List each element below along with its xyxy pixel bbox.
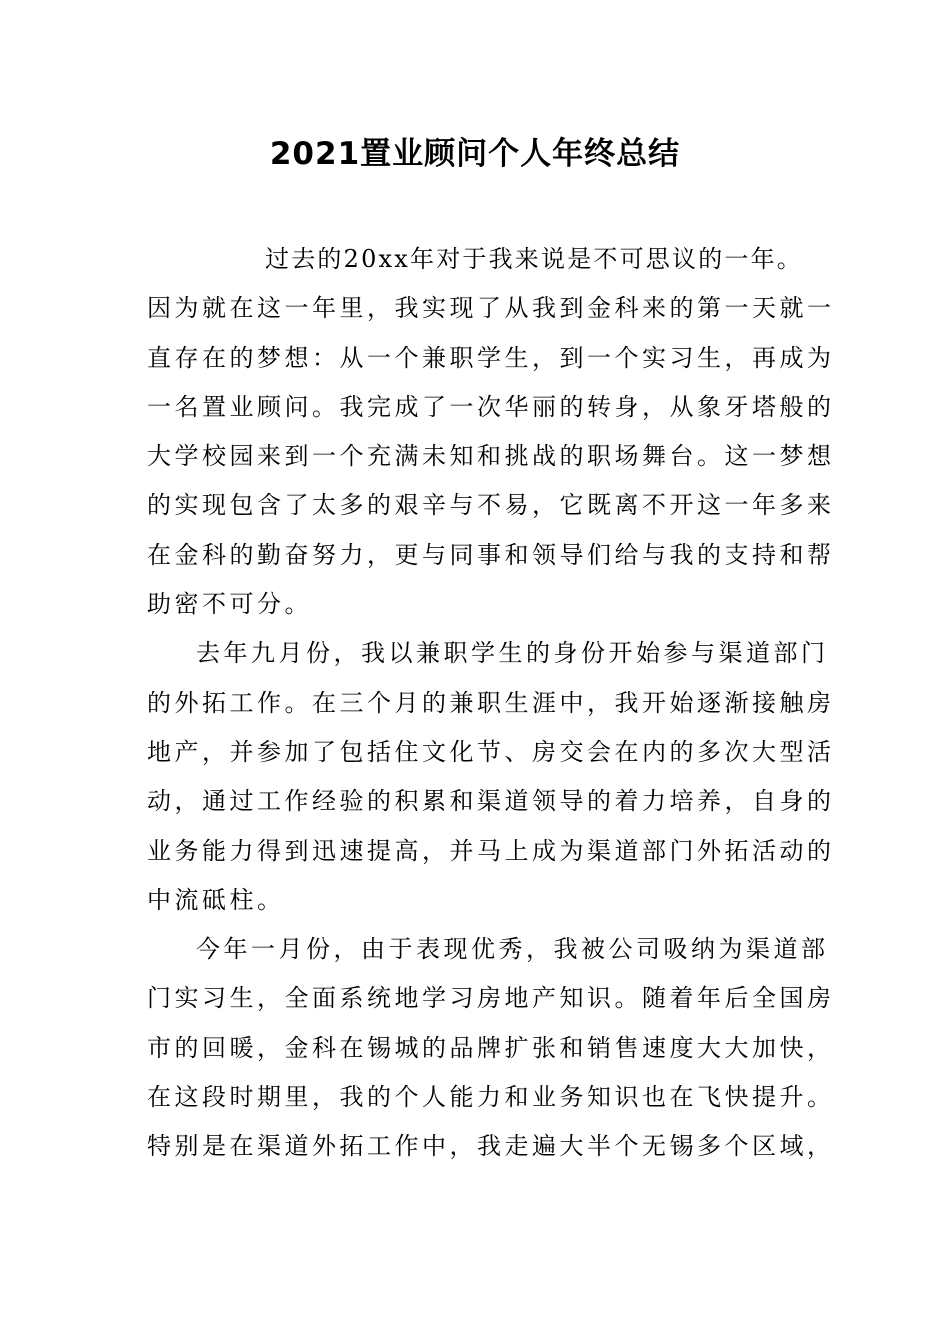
paragraph-1-line-1: 过去的20xx年对于我来说是不可思议的一年。 [265, 245, 804, 273]
paragraph-2-line-5: 业务能力得到迅速提高，并马上成为渠道部门外拓活动的 [147, 836, 835, 865]
paragraph-2-line-6: 中流砥柱。 [147, 885, 285, 914]
paragraph-1-line-6: 的实现包含了太多的艰辛与不易，它既离不开这一年多来 [147, 491, 835, 520]
paragraph-3-line-2: 门实习生，全面系统地学习房地产知识。随着年后全国房 [147, 984, 835, 1013]
paragraph-1-line-7: 在金科的勤奋努力，更与同事和领导们给与我的支持和帮 [147, 540, 835, 569]
paragraph-1-line-5: 大学校园来到一个充满未知和挑战的职场舞台。这一梦想 [147, 442, 835, 471]
paragraph-3-line-1: 今年一月份，由于表现优秀，我被公司吸纳为渠道部 [196, 935, 829, 964]
paragraph-2-line-1: 去年九月份，我以兼职学生的身份开始参与渠道部门 [196, 639, 829, 668]
paragraph-3-line-3: 市的回暖，金科在锡城的品牌扩张和销售速度大大加快， [147, 1033, 835, 1062]
paragraph-2-line-3: 地产，并参加了包括住文化节、房交会在内的多次大型活 [147, 737, 835, 766]
paragraph-3-line-5: 特别是在渠道外拓工作中，我走遍大半个无锡多个区域， [147, 1132, 835, 1161]
paragraph-2-line-4: 动，通过工作经验的积累和渠道领导的着力培养，自身的 [147, 787, 835, 816]
paragraph-1-line-2: 因为就在这一年里，我实现了从我到金科来的第一天就一 [147, 294, 835, 323]
paragraph-1-line-4: 一名置业顾问。我完成了一次华丽的转身，从象牙塔般的 [147, 392, 835, 421]
paragraph-2-line-2: 的外拓工作。在三个月的兼职生涯中，我开始逐渐接触房 [147, 688, 835, 717]
paragraph-3-line-4: 在这段时期里，我的个人能力和业务知识也在飞快提升。 [147, 1083, 835, 1112]
document-title: 2021置业顾问个人年终总结 [269, 136, 681, 172]
paragraph-1-line-8: 助密不可分。 [147, 590, 312, 619]
paragraph-1-line-3: 直存在的梦想：从一个兼职学生，到一个实习生，再成为 [147, 343, 835, 372]
document-body [147, 235, 835, 1172]
